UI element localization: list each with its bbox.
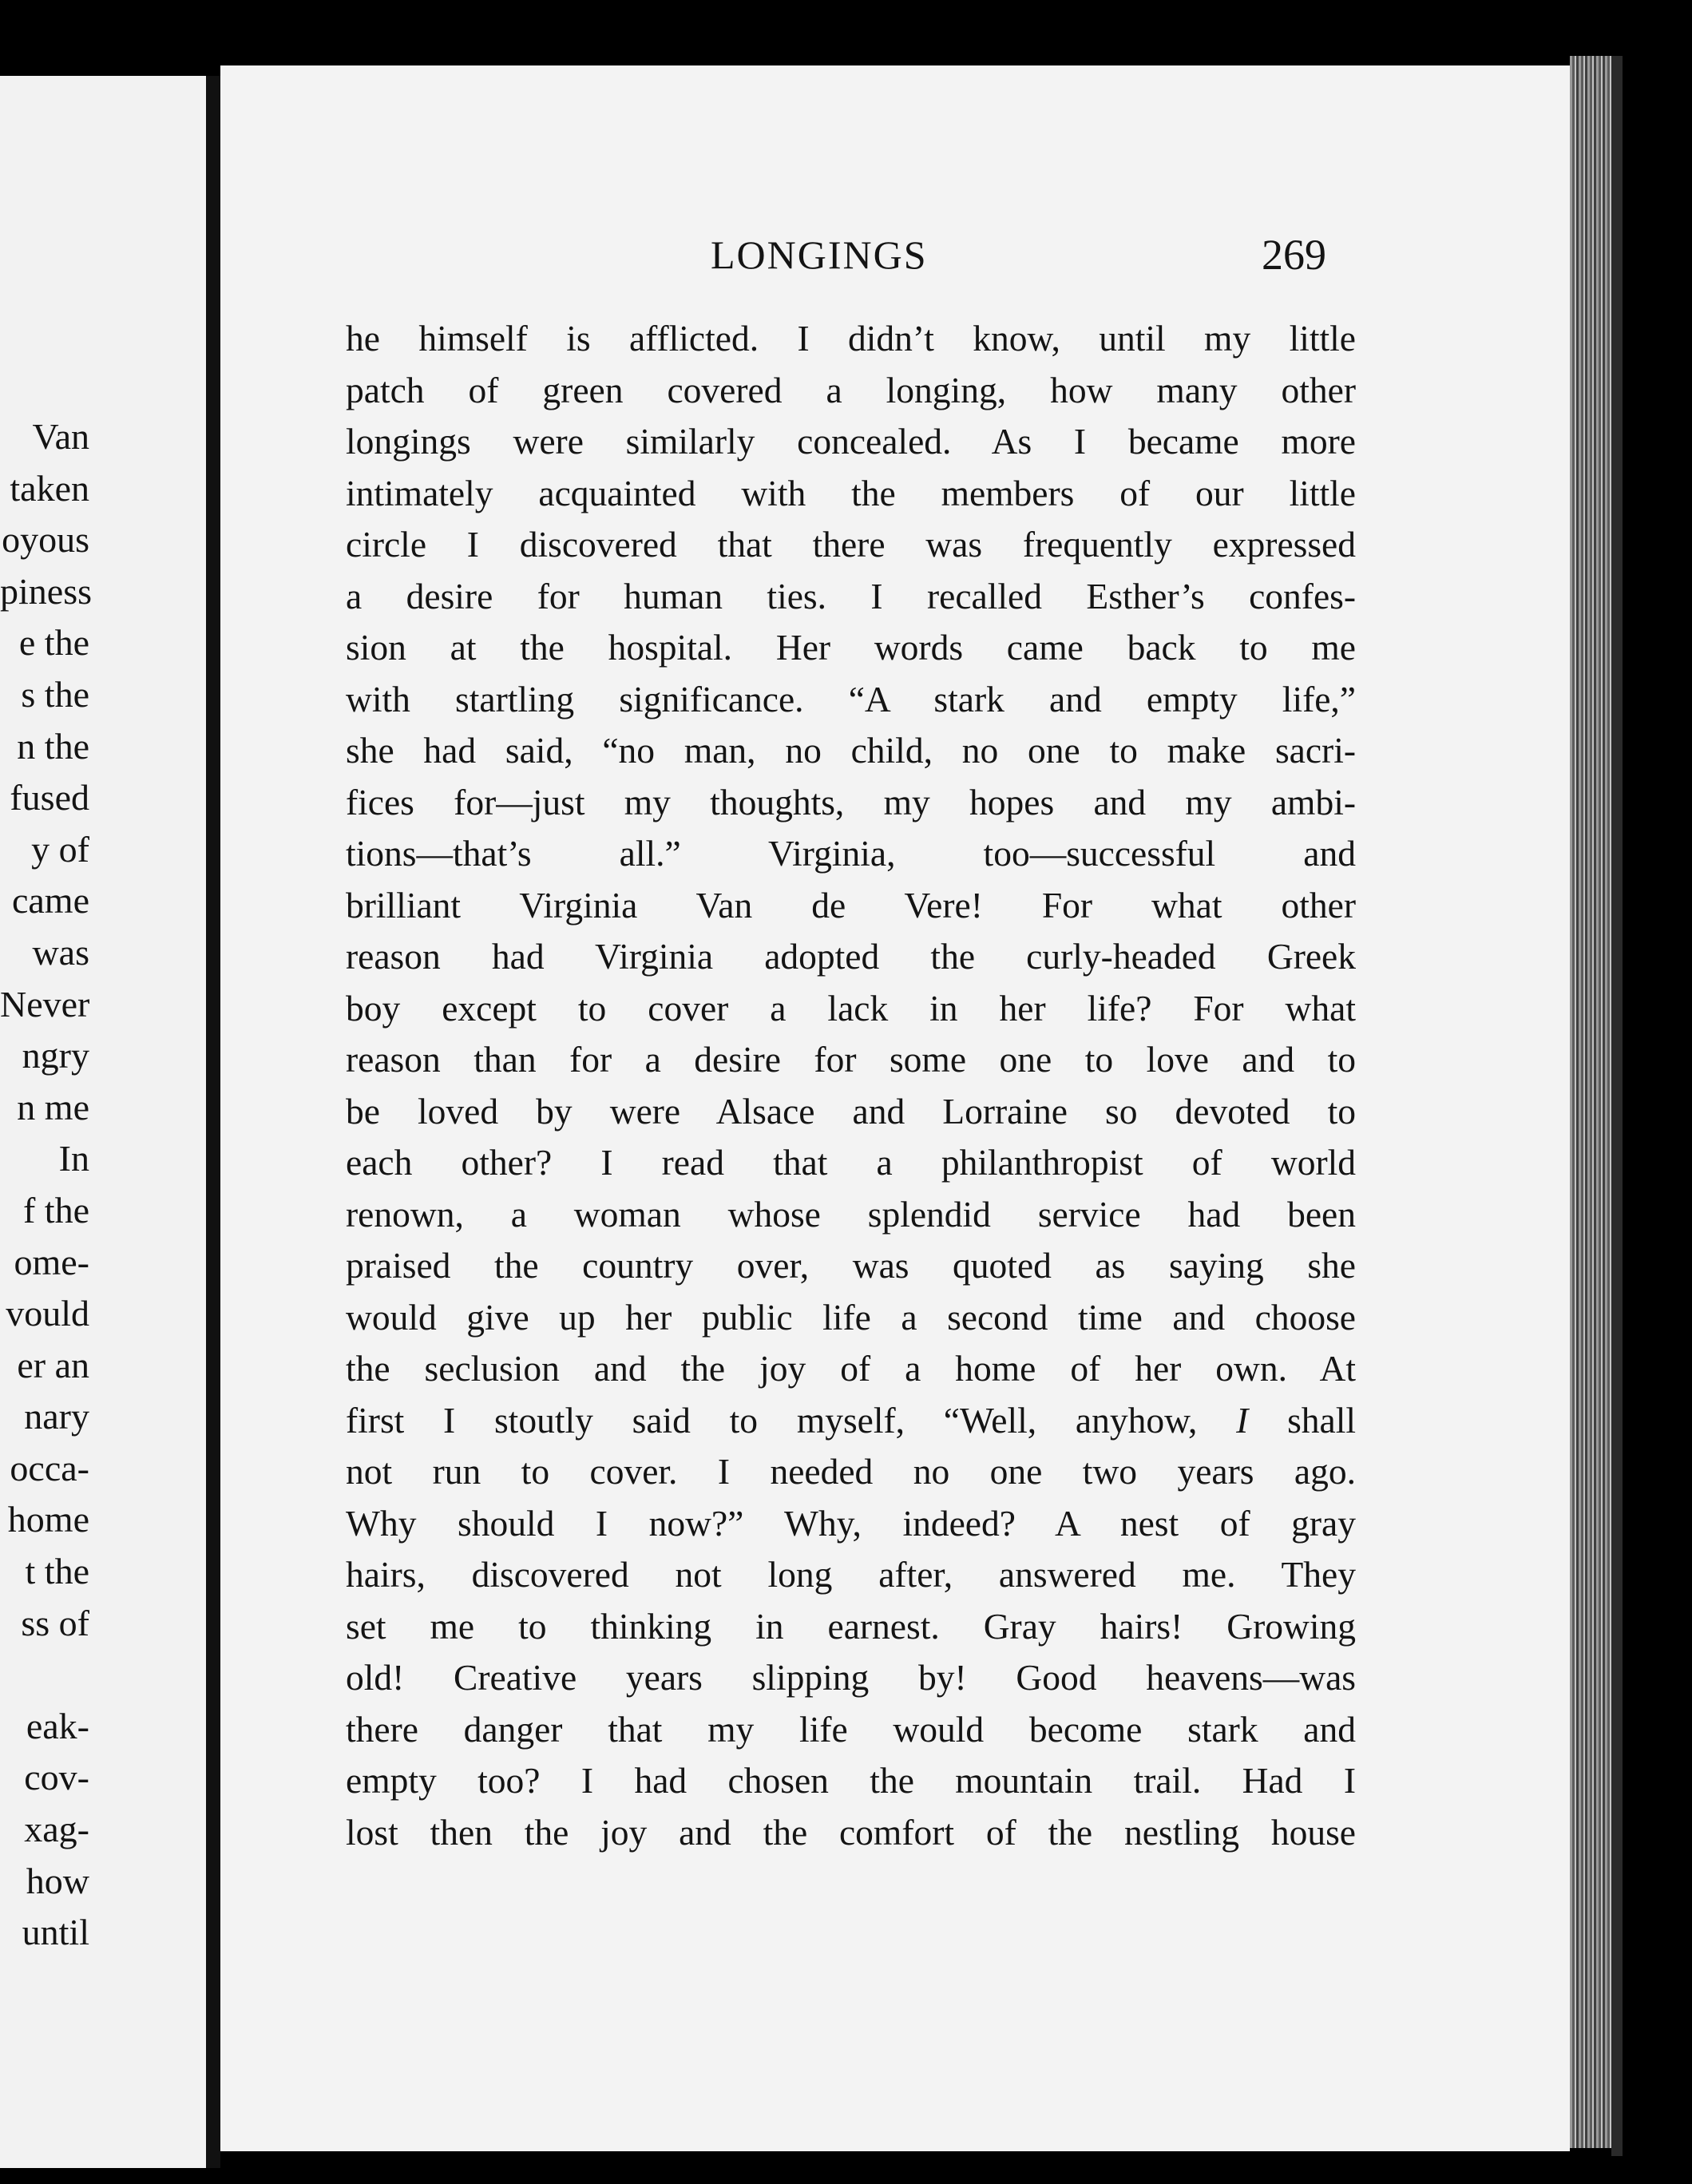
left-page-line: e the <box>18 622 89 664</box>
body-line: Why should I now?” Why, indeed? A nest of gray <box>346 1502 1356 1544</box>
body-line: reason than for a desire for some one to love and to <box>346 1039 1356 1080</box>
left-page-line: came <box>11 880 89 922</box>
body-line: set me to thinking in earnest. Gray hairs! Growing <box>346 1605 1356 1647</box>
book-gutter <box>206 76 220 2168</box>
left-page-line: f the <box>22 1189 89 1231</box>
body-text <box>346 313 1356 1858</box>
body-line: intimately acquainted with the members of our little <box>346 472 1356 513</box>
left-page-line: In <box>58 1138 89 1179</box>
body-line: renown, a woman whose splendid service had been <box>346 1193 1356 1235</box>
body-line: sion at the hospital. Her words came back to me <box>346 627 1356 668</box>
body-line: there danger that my life would become stark and <box>346 1708 1356 1750</box>
body-line: he himself is afflicted. I didn’t know, until my little <box>346 318 1356 359</box>
body-line: fices for—just my thoughts, my hopes and my ambi- <box>346 781 1356 822</box>
left-page-line: cov- <box>24 1757 89 1798</box>
left-page-line: vould <box>6 1293 89 1334</box>
body-line: reason had Virginia adopted the curly-headed Greek <box>346 936 1356 977</box>
body-line: brilliant Virginia Van de Vere! For what other <box>346 884 1356 926</box>
left-page-line: eak- <box>26 1705 89 1746</box>
left-page-line: xag- <box>24 1809 89 1850</box>
page-number: 269 <box>1262 231 1326 279</box>
left-page-line: ngry <box>22 1035 89 1076</box>
body-line: lost then the joy and the comfort of the nestling house <box>346 1811 1356 1853</box>
body-line: would give up her public life a second time and choose <box>346 1296 1356 1338</box>
body-line: a desire for human ties. I recalled Esther’s confes- <box>346 575 1356 616</box>
page-edges <box>1570 56 1611 2148</box>
body-line-text: shall <box>1248 1399 1357 1441</box>
left-page-line: how <box>26 1860 89 1901</box>
body-line: she had said, “no man, no child, no one to make sacri- <box>346 730 1356 771</box>
italic-emphasis: I <box>1236 1399 1249 1441</box>
left-page-text-column <box>0 411 92 1959</box>
body-line: longings were similarly concealed. As I became more <box>346 421 1356 462</box>
body-line: praised the country over, was quoted as saying she <box>346 1245 1356 1286</box>
body-line: with startling significance. “A stark and empty life,” <box>346 678 1356 719</box>
body-line: empty too? I had chosen the mountain trail. Had I <box>346 1760 1356 1801</box>
left-page-line: oyous <box>2 519 89 561</box>
body-line: old! Creative years slipping by! Good heavens—was <box>346 1657 1356 1698</box>
body-line: not run to cover. I needed no one two years ago. <box>346 1451 1356 1492</box>
body-line: the seclusion and the joy of a home of her own. At <box>346 1348 1356 1389</box>
left-page-line: t the <box>25 1551 89 1592</box>
left-page-line: occa- <box>10 1447 89 1488</box>
left-page-line <box>0 1649 89 1701</box>
left-page-line: ome- <box>14 1241 89 1282</box>
left-page-line: y of <box>31 828 89 870</box>
body-line: tions—that’s all.” Virginia, too—successful and <box>346 833 1356 874</box>
left-page-line: piness <box>0 570 92 612</box>
left-page-line: er an <box>17 1344 89 1385</box>
left-facing-page <box>0 76 206 2168</box>
left-page-line: n the <box>17 725 89 767</box>
body-line: hairs, discovered not long after, answered me. They <box>346 1554 1356 1595</box>
left-page-line: nary <box>24 1396 89 1437</box>
left-page-line: fused <box>10 777 89 819</box>
left-page-line: was <box>32 931 89 973</box>
book-binding <box>1611 56 1623 2156</box>
left-page-line: ss of <box>21 1602 89 1643</box>
left-page-line: n me <box>17 1086 89 1128</box>
body-line: boy except to cover a lack in her life? For what <box>346 987 1356 1029</box>
left-page-line: s the <box>21 673 89 715</box>
left-page-line: home <box>7 1499 89 1540</box>
left-page-line: taken <box>10 467 89 509</box>
running-head: LONGINGS <box>711 232 928 277</box>
body-line: be loved by were Alsace and Lorraine so devoted to <box>346 1090 1356 1132</box>
left-page-line: until <box>22 1912 89 1953</box>
body-line: patch of green covered a longing, how many other <box>346 369 1356 410</box>
left-page-line: Van <box>32 416 89 457</box>
body-line <box>346 1395 1356 1447</box>
body-line: each other? I read that a philanthropist of world <box>346 1142 1356 1183</box>
body-line: circle I discovered that there was frequently expressed <box>346 524 1356 565</box>
left-page-line: Never <box>0 983 90 1025</box>
body-line-text: first I stoutly said to myself, “Well, anyhow, <box>346 1399 1237 1441</box>
